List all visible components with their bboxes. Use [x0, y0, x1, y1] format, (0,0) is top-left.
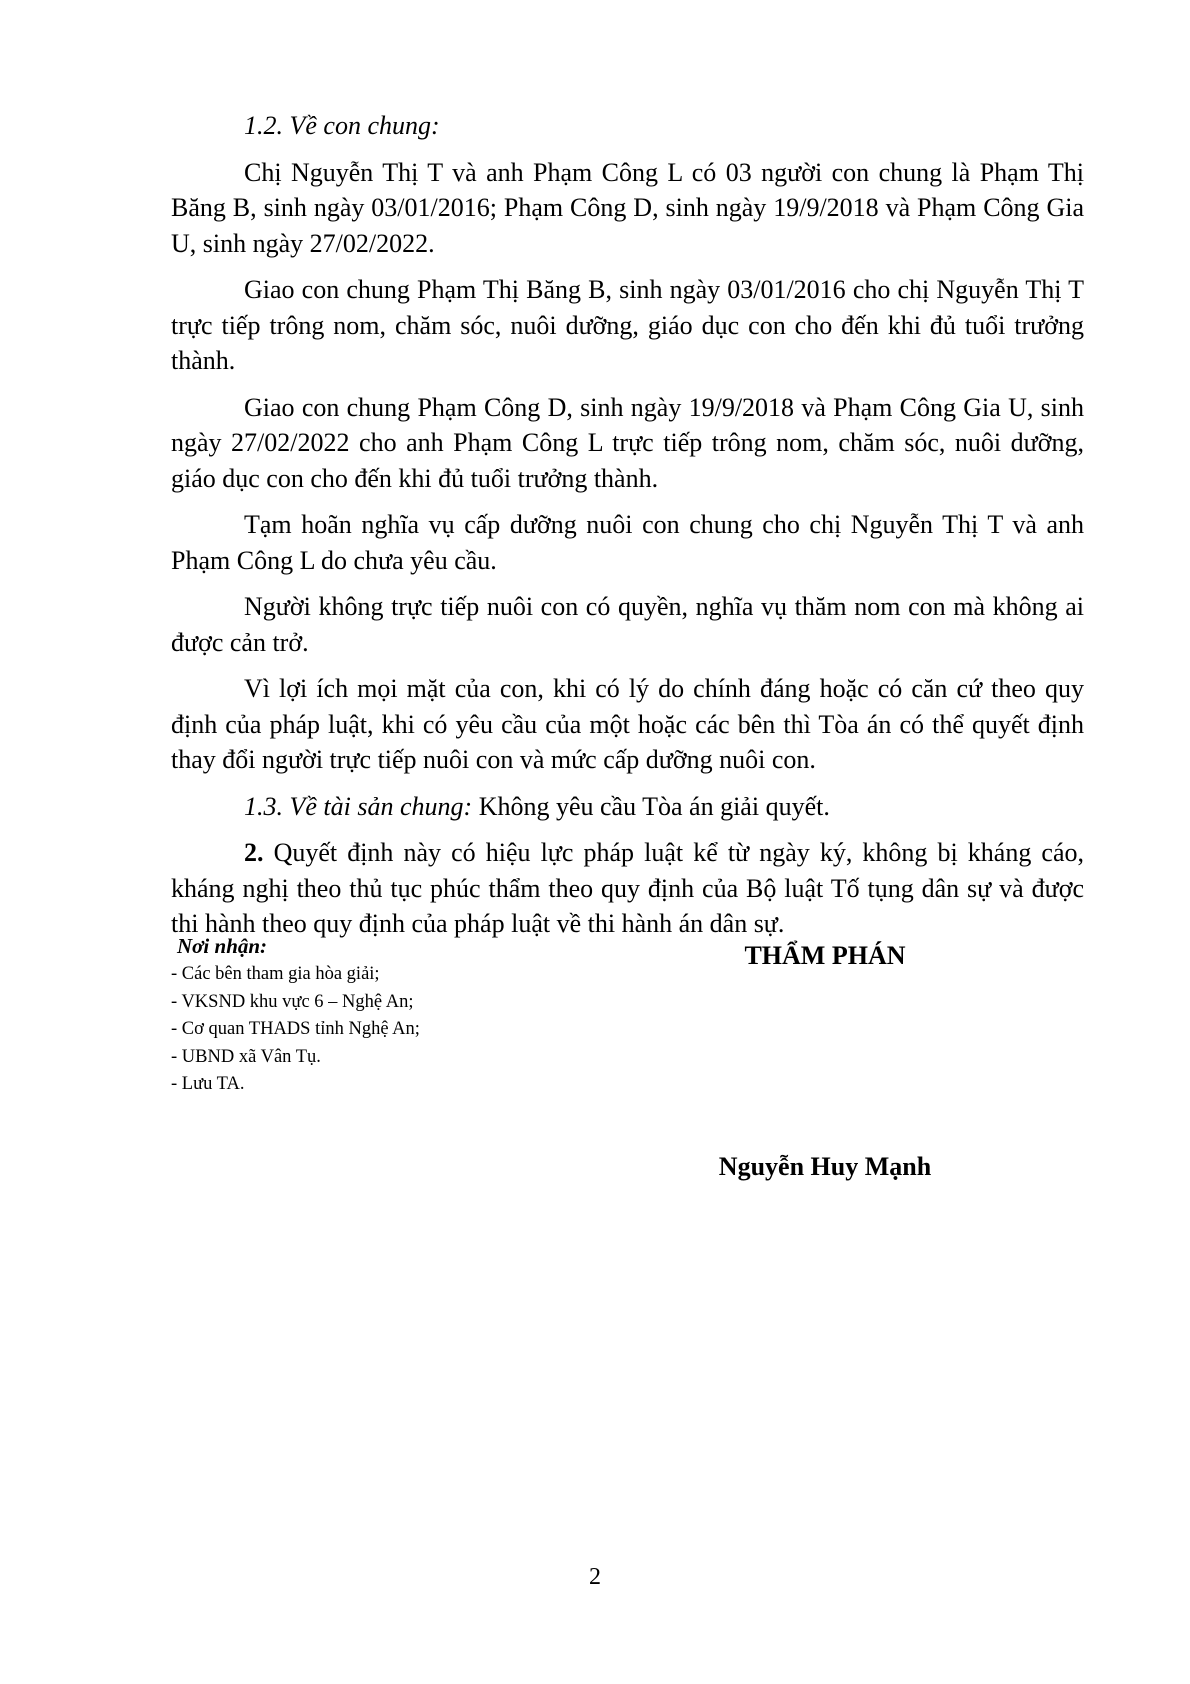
section-1-2-heading: 1.2. Về con chung: [244, 111, 440, 140]
section-2-paragraph [171, 835, 1084, 942]
section-1-2-paragraph-4: Tạm hoãn nghĩa vụ cấp dưỡng nuôi con chung cho chị Nguyễn Thị T và anh Phạm Công L do chưa yêu cầu. [171, 510, 1084, 575]
section-1-2-paragraph-1: Chị Nguyễn Thị T và anh Phạm Công L có 03 người con chung là Phạm Thị Băng B, sinh ngày 03/01/2016; Phạm Công D, sinh ngày 19/9/2018 và Phạm Công Gia U, sinh ngày 27/02/2022. [171, 157, 1084, 258]
section-1-2-paragraph-6: Vì lợi ích mọi mặt của con, khi có lý do chính đáng hoặc có căn cứ theo quy định của pháp luật, khi có yêu cầu của một hoặc các bên thì Tòa án có thể quyết định thay đổi người trực tiếp nuôi con và mức cấp dưỡng nuôi con. [171, 674, 1084, 774]
recipient-item: - Lưu TA. [171, 1074, 245, 1095]
recipients-block [171, 933, 631, 1099]
recipient-item: - Cơ quan THADS tỉnh Nghệ An; [171, 1019, 420, 1040]
recipient-item: - UBND xã Vân Tụ. [171, 1046, 321, 1067]
section-2-number: 2. [244, 838, 264, 867]
section-2-text: Quyết định này có hiệu lực pháp luật kể từ ngày ký, không bị kháng cáo, kháng nghị theo thủ tục phúc thẩm theo quy định của Bộ luật Tố tụng dân sự và được thi hành theo quy định của pháp luật về thi hành án dân sự. [171, 838, 1084, 938]
recipients-list [171, 961, 631, 1099]
section-1-3-paragraph [171, 789, 1084, 825]
section-1-2-paragraph-2: Giao con chung Phạm Thị Băng B, sinh ngày 03/01/2016 cho chị Nguyễn Thị T trực tiếp trông nom, chăm sóc, nuôi dưỡng, giáo dục con cho đến khi đủ tuổi trưởng thành. [171, 275, 1084, 375]
signer-name: Nguyễn Huy Mạnh [718, 1152, 932, 1181]
recipient-item: - VKSND khu vực 6 – Nghệ An; [171, 991, 414, 1012]
recipients-title: Nơi nhận: [177, 934, 268, 958]
section-1-3-text: Không yêu cầu Tòa án giải quyết. [472, 791, 830, 821]
section-1-2-paragraph-5: Người không trực tiếp nuôi con có quyền, nghĩa vụ thăm nom con mà không ai được cản trở. [171, 592, 1084, 657]
signer-title: THẨM PHÁN [744, 941, 906, 970]
page-number: 2 [589, 1564, 601, 1590]
section-1-3-heading: 1.3. Về tài sản chung: [244, 791, 473, 821]
decision-body [171, 108, 1084, 953]
recipient-item: - Các bên tham gia hòa giải; [171, 964, 380, 984]
section-1-2-paragraph-3: Giao con chung Phạm Công D, sinh ngày 19/9/2018 và Phạm Công Gia U, sinh ngày 27/02/2022 cho anh Phạm Công L trực tiếp trông nom, chăm sóc, nuôi dưỡng, giáo dục con cho đến khi đủ tuổi trưởng thành. [171, 392, 1084, 493]
